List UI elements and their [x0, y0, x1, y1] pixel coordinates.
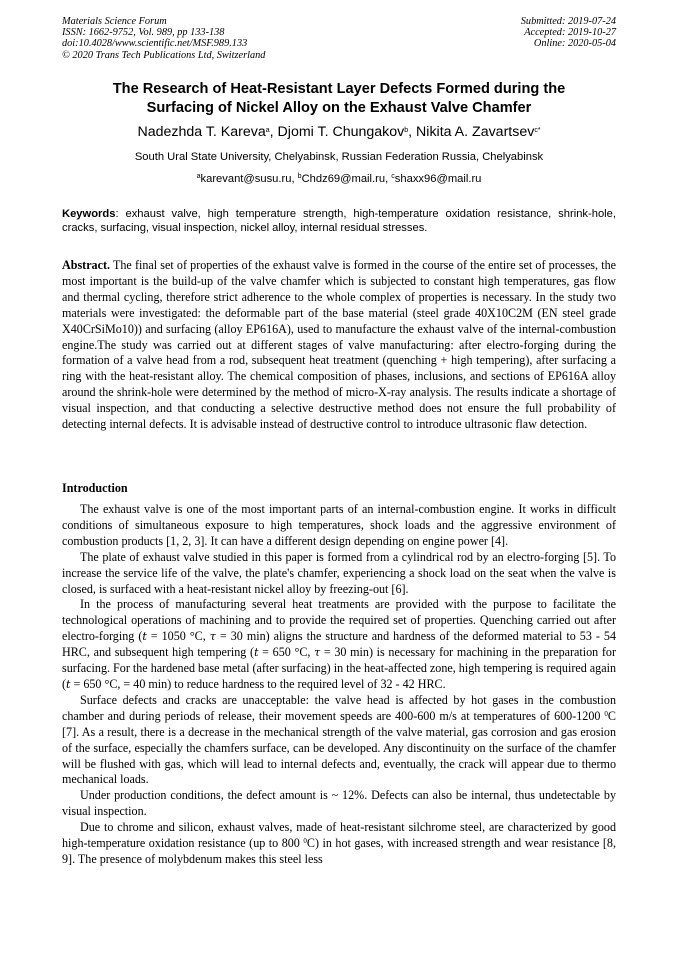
author-name: Nadezhda T. Kareva — [137, 124, 266, 140]
author-name: Nikita A. Zavartsev — [416, 124, 535, 140]
text-run: Surface defects and cracks are unacceptable: the valve head is affected by hot gases in the combustion chamber and during periods of release, their movement speeds are 400-600 m/s at temperatures of 600-1200 — [62, 692, 616, 723]
intro-paragraph-5: Under production conditions, the defect amount is ~ 12%. Defects can also be internal, thus undetectable by visual inspection. — [62, 788, 616, 819]
email-mark: b — [297, 173, 302, 180]
journal-header-left — [62, 16, 265, 61]
intro-paragraph-6 — [62, 820, 616, 868]
intro-paragraph-1: The exhaust valve is one of the most important parts of an internal-combustion engine. It works in difficult conditions of simultaneous exposure to high temperatures, shock loads and the aggressive environment of combustion products [1, 2, 3]. It can have a different design depending on engine power [4]. — [62, 502, 616, 548]
text-run: In the process of manufacturing several heat treatments are provided with the purpose to facilitate the technological operations of machining and to provide the required set of properties. Quenching carried out after electro-forging ( — [62, 597, 616, 644]
degree-superscript: 0 — [303, 837, 307, 846]
author-mark: c* — [534, 127, 541, 134]
abstract-paragraph — [62, 258, 616, 433]
affiliation: South Ural State University, Chelyabinsk, Russian Federation Russia, Chelyabinsk — [134, 151, 544, 163]
math-symbol: t — [142, 630, 147, 644]
intro-paragraph-3 — [62, 597, 616, 692]
text-run: = 30 min) is necessary for machining in the preparation for surfacing. For the hardened base metal (after surfacing) in the heat-affected zone, high tempering is required again ( — [62, 645, 616, 691]
keywords — [62, 207, 616, 236]
degree-superscript: 0 — [604, 709, 608, 718]
text-run: = 30 min) aligns the structure and hardness of the deformed material to 53 - 54 HRC, and subsequent high tempering ( — [62, 629, 617, 660]
journal-copyright: © 2020 Trans Tech Publications Ltd, Switzerland — [62, 49, 266, 61]
submitted-date: Submitted: 2019-07-24 — [520, 16, 616, 27]
paper-title — [62, 80, 616, 117]
author-mark: b — [404, 127, 409, 134]
text-run: Due to chrome and silicon, exhaust valves, made of heat-resistant silchrome steel, are characterized by good high-temperature oxidation resistance (up to 800 — [62, 820, 616, 851]
abstract-text: The final set of properties of the exhaust valve is formed in the course of the entire set of processes, the most important is the build-up of the valve chamfer which is subjected to constant high temperatures, gas flow and thermal cycling, therefore strict adherence to the whole complex of properties is necessary. In the study two materials were investigated: the deformable part of the base material (steel grade 40X10C2M (EN steel grade X40CrSiMo10)) and surfacing (alloy EP616A), used to manufacture the exhaust valve of the internal-combustion engine.The study was carried out at different stages of valve manufacturing: after electro-forging during the formation of a valve head from a rod, subsequent heat treatment (quenching + high tempering), after surfacing a ring with the heat-resistant alloy. The chemical composition of phases, inclusions, and sections of EP616A alloy around the shrink-hole were determined by the method of micro-X-ray analysis. The results indicate a shortage of visual inspection, and that conducting a selective destructive method does not ensure the full probability of detecting internal defects. It is advisable instead of destructive control to introduce ultrasonic flaw detection. — [62, 258, 616, 432]
author-name: Djomi T. Chungakov — [277, 124, 405, 140]
math-symbol: t — [66, 677, 71, 691]
text-run: = 1050 °C, — [146, 629, 210, 644]
author-list: Nadezhda T. Kareva$^a$, Djomi T. Chungakov$^b$, Nikita A. Zavartsev$^{c*}$ — [137, 124, 541, 140]
math-symbol: τ — [209, 630, 216, 644]
journal-header-right — [521, 16, 616, 50]
intro-paragraph-4 — [62, 693, 616, 788]
paper-title-line-2: Surfacing of Nickel Alloy on the Exhaust Valve Chamfer — [146, 99, 532, 116]
email-mark: c — [391, 173, 395, 180]
intro-paragraph-2: The plate of exhaust valve studied in this paper is formed from a cylindrical rod by an electro-forging [5]. To increase the service life of the valve, the plate's chamfer, experiencing a shock load on the seat when the valve is closed, is surfaced with a heat-resistant nickel alloy by freezing-out [6]. — [62, 549, 616, 596]
text-run: C [7]. As a result, there is a decrease in the mechanical strength of the valve material, gas corrosion and gas erosion of the surface, especially the chamfers surface, can be developed. Any discontinuity on the surface of the chamfer will be flushed with gas, which will lead to internal defects and, eventually, the crack will appear due to thermo mechanical loads. — [62, 708, 616, 787]
email-mark: a — [196, 173, 201, 180]
email-address[interactable]: shaxx96@mail.ru — [394, 173, 482, 185]
introduction-body — [62, 502, 616, 868]
math-symbol: τ — [314, 646, 321, 660]
keywords-text: : exhaust valve, high temperature strength, high-temperature oxidation resistance, shrink-hole, cracks, surfacing, visual inspection, nickel alloy, internal residual stresses. — [62, 208, 616, 235]
author-emails: $^a$karevant@susu.ru, $^b$Chdz69@mail.ru, $^c$shaxx96@mail.ru — [196, 173, 482, 185]
abstract-label: Abstract. — [62, 258, 111, 272]
journal-doi[interactable]: doi:10.4028/www.scientific.net/MSF.989.133 — [62, 38, 248, 50]
author-mark: a — [265, 127, 270, 134]
text-run: = 650 °C, = 40 min) to reduce hardness to the required level of 32 - 42 HRC. — [70, 676, 446, 691]
math-symbol: t — [254, 646, 259, 660]
introduction-heading: Introduction — [62, 481, 128, 495]
accepted-date: Accepted: 2019-10-27 — [524, 27, 616, 39]
abstract — [62, 258, 616, 433]
paper-title-line-1: The Research of Heat-Resistant Layer Defects Formed during the — [112, 81, 566, 97]
text-run: = 650 °C, — [258, 645, 315, 660]
journal-name: Materials Science Forum — [62, 16, 167, 27]
text-run: C) in hot gases, with increased strength and wear resistance [8, 9]. The presence of molybdenum makes this steel less — [62, 836, 617, 866]
online-date: Online: 2020-05-04 — [533, 38, 616, 50]
email-address[interactable]: Chdz69@mail.ru — [301, 173, 386, 185]
keywords-label: Keywords — [62, 208, 116, 220]
email-address[interactable]: karevant@susu.ru — [200, 173, 292, 185]
journal-issn: ISSN: 1662-9752, Vol. 989, pp 133-138 — [62, 27, 225, 39]
